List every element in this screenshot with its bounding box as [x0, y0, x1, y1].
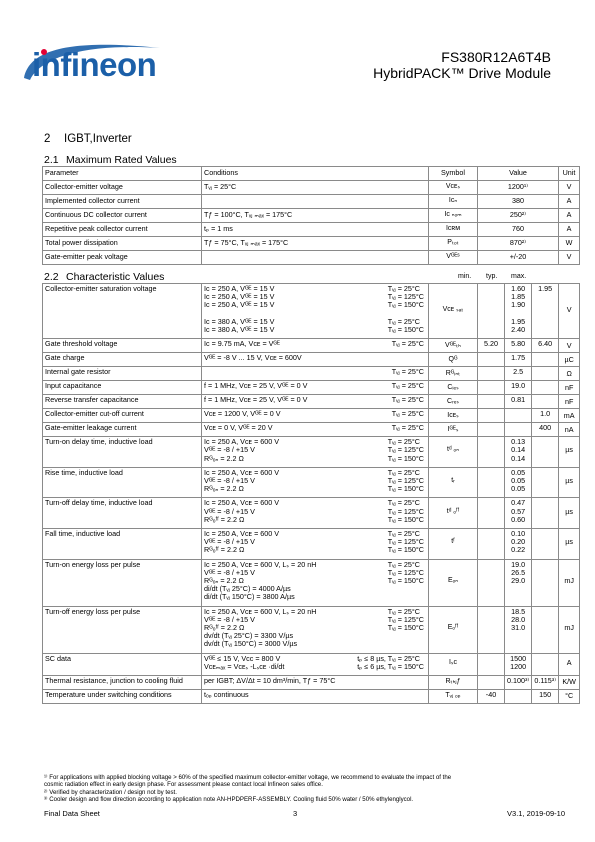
unit-cell: W	[559, 237, 580, 251]
param-cell: Continuous DC collector current	[43, 209, 202, 223]
max-cell	[532, 498, 559, 529]
max-cell	[532, 395, 559, 409]
table-row	[43, 367, 580, 381]
unit-cell: µs	[559, 467, 580, 498]
max-cell: 1.0	[532, 409, 559, 423]
condition-cell: Tᵥⱼ = 25°C	[202, 181, 429, 195]
table-row	[43, 676, 580, 690]
condition-cell	[202, 367, 429, 381]
min-cell	[478, 353, 505, 367]
max-cell	[532, 529, 559, 560]
param-cell: Input capacitance	[43, 381, 202, 395]
param-cell: Temperature under switching conditions	[43, 690, 202, 704]
condition-temperature: Tᵥⱼ = 25°C Tᵥⱼ = 125°C Tᵥⱼ = 150°C	[387, 498, 424, 524]
logo-wordmark: infineon	[32, 46, 157, 83]
symbol-cell: Iᴄᴇₛ	[429, 409, 478, 423]
condition-temperature: Tᵥⱼ = 25°C Tᵥⱼ = 125°C Tᵥⱼ = 150°C	[387, 437, 424, 463]
condition-cell	[202, 676, 429, 690]
unit-cell: V	[559, 251, 580, 265]
footer-left: Final Data Sheet	[44, 809, 100, 818]
symbol-cell: tᵣ	[429, 467, 478, 498]
min-cell	[478, 467, 505, 498]
param-cell: Turn-on delay time, inductive load	[43, 437, 202, 468]
unit-cell: A	[559, 209, 580, 223]
typ-cell: 0.100³⁾	[505, 676, 532, 690]
unit-cell: A	[559, 653, 580, 675]
condition-cell	[202, 381, 429, 395]
param-cell: Fall time, inductive load	[43, 529, 202, 560]
param-cell: Gate threshold voltage	[43, 339, 202, 353]
min-cell	[478, 498, 505, 529]
condition-text: tₒₚ continuous	[204, 690, 249, 700]
value-cell: 250²⁾	[478, 209, 559, 223]
max-cell: 1.95	[532, 284, 559, 339]
typ-cell: 19.0 26.5 29.0	[505, 559, 532, 606]
symbol-cell: Cᵣₑₛ	[429, 395, 478, 409]
condition-text: Vᴄᴇ = 0 V, Vᴳᴱ = 20 V	[204, 423, 273, 433]
unit-cell: µC	[559, 353, 580, 367]
condition-text: Iᴄ = 250 A, Vᴄᴇ = 600 V Vᴳᴱ = -8 / +15 V Rᴳₒₙ = 2.2 Ω	[204, 437, 280, 463]
typ-cell: 0.81	[505, 395, 532, 409]
condition-temperature: Tᵥⱼ = 25°C Tᵥⱼ = 125°C Tᵥⱼ = 150°C Tᵥⱼ = 25°C Tᵥⱼ = 150°C	[387, 284, 424, 335]
typ-header: typ.	[486, 273, 498, 280]
condition-temperature: Tᵥⱼ = 25°C	[391, 381, 424, 391]
symbol-cell: Iᴄʀᴍ	[429, 223, 478, 237]
table-row	[43, 423, 580, 437]
min-cell	[478, 653, 505, 675]
symbol-cell: Iᴄ ₙₒₘ	[429, 209, 478, 223]
typ-cell: 0.13 0.14 0.14	[505, 437, 532, 468]
value-cell: +/-20	[478, 251, 559, 265]
condition-cell	[202, 529, 429, 560]
symbol-cell: tᵈ ₒᶠᶠ	[429, 498, 478, 529]
param-cell: Implemented collector current	[43, 195, 202, 209]
part-number: FS380R12A6T4B	[441, 49, 551, 65]
condition-temperature: tₚ ≤ 8 µs, Tᵥⱼ = 25°C tₚ ≤ 6 µs, Tᵥⱼ = 150°C	[357, 653, 424, 671]
typ-cell: 1.60 1.85 1.90 1.95 2.40	[505, 284, 532, 339]
symbol-cell: Tᵥⱼ ₒₚ	[429, 690, 478, 704]
symbol-cell: Vᴳᴱˢ	[429, 251, 478, 265]
min-cell	[478, 423, 505, 437]
symbol-cell: Pₜₒₜ	[429, 237, 478, 251]
table-row	[43, 181, 580, 195]
symbol-cell: Iᴳᴱₛ	[429, 423, 478, 437]
typ-cell	[505, 690, 532, 704]
min-cell	[478, 437, 505, 468]
unit-cell: V	[559, 339, 580, 353]
condition-temperature: Tᵥⱼ = 25°C Tᵥⱼ = 125°C Tᵥⱼ = 150°C	[387, 606, 424, 633]
max-cell: 400	[532, 423, 559, 437]
subsection-heading-max-rated: 2.1 Maximum Rated Values	[44, 154, 177, 166]
min-cell: -40	[478, 690, 505, 704]
param-cell: Reverse transfer capacitance	[43, 395, 202, 409]
symbol-cell: Rᴳᵢₙₜ	[429, 367, 478, 381]
footnotes	[44, 774, 544, 803]
subsection-heading-characteristic: 2.2 Characteristic Values	[44, 271, 165, 283]
condition-cell: tₚ = 1 ms	[202, 223, 429, 237]
condition-cell	[202, 251, 429, 265]
unit-cell: µs	[559, 437, 580, 468]
condition-text: Iᴄ = 250 A, Vᴄᴇ = 600 V Vᴳᴱ = -8 / +15 V Rᴳₒₙ = 2.2 Ω	[204, 467, 280, 494]
footer-version: V3.1, 2019-09-10	[507, 809, 565, 818]
typ-cell: 0.05 0.05 0.05	[505, 467, 532, 498]
condition-cell	[202, 195, 429, 209]
section-heading: 2 IGBT,Inverter	[44, 133, 132, 145]
condition-cell	[202, 498, 429, 529]
symbol-cell: Iᴄₙ	[429, 195, 478, 209]
condition-temperature: Tᵥⱼ = 25°C	[391, 423, 424, 433]
value-cell: 1200¹⁾	[478, 181, 559, 195]
param-cell: Turn-on energy loss per pulse	[43, 559, 202, 606]
unit-cell: mA	[559, 409, 580, 423]
max-cell	[532, 606, 559, 653]
table-row	[43, 381, 580, 395]
max-cell: 0.115³⁾	[532, 676, 559, 690]
condition-cell	[202, 467, 429, 498]
table-row	[43, 223, 580, 237]
table-row	[43, 195, 580, 209]
table-row	[43, 653, 580, 675]
max-cell	[532, 467, 559, 498]
min-cell	[478, 395, 505, 409]
condition-cell	[202, 409, 429, 423]
unit-cell: A	[559, 195, 580, 209]
param-cell: Rise time, inductive load	[43, 467, 202, 498]
condition-text: Iᴄ = 250 A, Vᴄᴇ = 600 V, Lₛ = 20 nH Vᴳᴱ = -8 / +15 V Rᴳₒᶠᶠ = 2.2 Ω dv/dt (Tᵥⱼ 25°C) = 3300 V/µs dv/dt (Tᵥⱼ 150°C) = 3000 V/µs	[204, 606, 317, 649]
condition-cell: Tƒ = 100°C, Tᵥⱼ ₘₐₓ = 175°C	[202, 209, 429, 223]
unit-cell: Ω	[559, 367, 580, 381]
condition-temperature: Tᵥⱼ = 25°C Tᵥⱼ = 125°C Tᵥⱼ = 150°C	[387, 529, 424, 555]
max-rated-values-table	[42, 166, 580, 265]
symbol-cell: Cᵢₑₛ	[429, 381, 478, 395]
unit-cell: °C	[559, 690, 580, 704]
symbol-cell: Eₒᶠᶠ	[429, 606, 478, 653]
table-row	[43, 339, 580, 353]
max-cell	[532, 367, 559, 381]
unit-cell: nF	[559, 381, 580, 395]
typ-cell: 0.10 0.20 0.22	[505, 529, 532, 560]
min-cell	[478, 409, 505, 423]
condition-cell	[202, 284, 429, 339]
table-row	[43, 409, 580, 423]
condition-text: Iᴄ = 250 A, Vᴄᴇ = 600 V Vᴳᴱ = -8 / +15 V Rᴳₒᶠᶠ = 2.2 Ω	[204, 529, 280, 555]
max-cell	[532, 381, 559, 395]
unit-cell: mJ	[559, 559, 580, 606]
unit-cell: V	[559, 181, 580, 195]
symbol-cell: Iₛᴄ	[429, 653, 478, 675]
condition-temperature: Tᵥⱼ = 25°C	[391, 395, 424, 405]
param-cell: Collector-emitter cut-off current	[43, 409, 202, 423]
unit-cell: K/W	[559, 676, 580, 690]
symbol-cell: Vᴳᴱₜₕ	[429, 339, 478, 353]
condition-text: Vᴳᴱ = -8 V ... 15 V, Vᴄᴇ = 600V	[204, 353, 302, 363]
typ-cell	[505, 423, 532, 437]
condition-cell: Tƒ = 75°C, Tᵥⱼ ₘₐₓ = 175°C	[202, 237, 429, 251]
table-row	[43, 284, 580, 339]
symbol-cell: tᶠ	[429, 529, 478, 560]
typ-cell: 2.5	[505, 367, 532, 381]
unit-cell: nA	[559, 423, 580, 437]
infineon-logo	[20, 38, 170, 90]
table-row	[43, 251, 580, 265]
condition-temperature: Tᵥⱼ = 25°C	[391, 367, 424, 377]
table-row	[43, 353, 580, 367]
param-cell: Gate-emitter leakage current	[43, 423, 202, 437]
table-row	[43, 690, 580, 704]
condition-cell	[202, 339, 429, 353]
condition-text: Vᴄᴇ = 1200 V, Vᴳᴱ = 0 V	[204, 409, 281, 419]
param-cell: Internal gate resistor	[43, 367, 202, 381]
typ-cell: 5.80	[505, 339, 532, 353]
value-cell: 380	[478, 195, 559, 209]
min-header: min.	[458, 273, 472, 280]
symbol-cell: Rₜₕⱼƒ	[429, 676, 478, 690]
condition-cell	[202, 437, 429, 468]
unit-cell: µs	[559, 529, 580, 560]
max-header: max.	[511, 273, 527, 280]
condition-text: Iᴄ = 250 A, Vᴄᴇ = 600 V, Lₛ = 20 nH Vᴳᴱ = -8 / +15 V Rᴳₒₙ = 2.2 Ω di/dt (Tᵥⱼ 25°C) = 4000 A/µs di/dt (Tᵥⱼ 150°C) = 3800 A/µs	[204, 559, 317, 602]
param-cell: Turn-off delay time, inductive load	[43, 498, 202, 529]
unit-cell: nF	[559, 395, 580, 409]
condition-text: Iᴄ = 9.75 mA, Vᴄᴇ = Vᴳᴱ	[204, 339, 280, 349]
value-cell: 760	[478, 223, 559, 237]
product-title: HybridPACK™ Drive Module	[373, 65, 551, 81]
symbol-cell: Eₒₙ	[429, 559, 478, 606]
condition-text: f = 1 MHz, Vᴄᴇ = 25 V, Vᴳᴱ = 0 V	[204, 395, 308, 405]
min-cell	[478, 606, 505, 653]
min-cell	[478, 529, 505, 560]
min-cell	[478, 284, 505, 339]
param-cell: Turn-off energy loss per pulse	[43, 606, 202, 653]
min-cell	[478, 559, 505, 606]
param-cell: Thermal resistance, junction to cooling fluid	[43, 676, 202, 690]
condition-cell	[202, 606, 429, 653]
symbol-cell: Vᴄᴇ ₛₐₜ	[429, 284, 478, 339]
symbol-cell: tᵈ ₒₙ	[429, 437, 478, 468]
condition-temperature: Tᵥⱼ = 25°C	[391, 409, 424, 419]
max-cell: 150	[532, 690, 559, 704]
table-row	[43, 395, 580, 409]
condition-cell	[202, 690, 429, 704]
min-cell	[478, 676, 505, 690]
max-cell	[532, 653, 559, 675]
unit-cell: V	[559, 284, 580, 339]
value-cell: 870²⁾	[478, 237, 559, 251]
max-cell: 6.40	[532, 339, 559, 353]
footnote-2: ²⁾ Verified by characterization / design not by test.	[44, 788, 177, 796]
condition-text: Vᴳᴱ ≤ 15 V, Vᴄᴄ = 800 V Vᴄᴇₘₐₓ = Vᴄᴇₛ -Lₛᴄᴇ ·di/dt	[204, 653, 285, 671]
condition-text: Iᴄ = 250 A, Vᴄᴇ = 600 V Vᴳᴱ = -8 / +15 V Rᴳₒᶠᶠ = 2.2 Ω	[204, 498, 280, 524]
condition-cell	[202, 559, 429, 606]
condition-text: Iᴄ = 250 A, Vᴳᴱ = 15 V Iᴄ = 250 A, Vᴳᴱ = 15 V Iᴄ = 250 A, Vᴳᴱ = 15 V Iᴄ = 380 A, Vᴳᴱ = 15 V Iᴄ = 380 A, Vᴳᴱ = 15 V	[204, 284, 275, 335]
table-row	[43, 237, 580, 251]
unit-cell: µs	[559, 498, 580, 529]
condition-text: per IGBT; ΔV/Δt = 10 dm³/min, Tƒ = 75°C	[204, 676, 336, 686]
page-number: 3	[293, 809, 298, 818]
unit-cell: mJ	[559, 606, 580, 653]
table-row	[43, 209, 580, 223]
param-cell: Gate charge	[43, 353, 202, 367]
condition-cell	[202, 395, 429, 409]
typ-cell: 19.0	[505, 381, 532, 395]
typ-cell: 0.47 0.57 0.60	[505, 498, 532, 529]
footnote-1b: cosmic radiation effect in early design phase. For assessment please contact local Infineon sales office.	[44, 781, 323, 789]
table-row	[43, 437, 580, 468]
symbol-cell: Vᴄᴇₛ	[429, 181, 478, 195]
table-row	[43, 559, 580, 606]
table-header-row: Parameter Conditions Symbol Value Unit	[43, 167, 580, 181]
table-row	[43, 529, 580, 560]
min-cell	[478, 367, 505, 381]
condition-cell	[202, 423, 429, 437]
param-cell: Total power dissipation	[43, 237, 202, 251]
typ-cell: 1.75	[505, 353, 532, 367]
document-header	[373, 49, 551, 82]
characteristic-values-table	[42, 283, 580, 704]
typ-cell	[505, 409, 532, 423]
symbol-cell: Qᴳ	[429, 353, 478, 367]
min-cell: 5.20	[478, 339, 505, 353]
footnote-3: ³⁾ Cooler design and flow direction according to application note AN-HPDPERF-ASSEMBLY. Cooling fluid 50% water / 50% ethylenglycol.	[44, 795, 414, 803]
typ-cell: 18.5 28.0 31.0	[505, 606, 532, 653]
condition-cell	[202, 353, 429, 367]
param-cell: Collector-emitter voltage	[43, 181, 202, 195]
condition-temperature: Tᵥⱼ = 25°C	[391, 339, 424, 349]
param-cell: Repetitive peak collector current	[43, 223, 202, 237]
condition-temperature: Tᵥⱼ = 25°C Tᵥⱼ = 125°C Tᵥⱼ = 150°C	[387, 559, 424, 586]
table-row	[43, 606, 580, 653]
condition-cell	[202, 653, 429, 675]
min-cell	[478, 381, 505, 395]
param-cell: Collector-emitter saturation voltage	[43, 284, 202, 339]
footnote-1a: ¹⁾ For applications with applied blocking voltage > 60% of the specified maximum collector-emitter voltage, we recommend to evaluate the impact of the	[44, 774, 452, 781]
param-cell: Gate-emitter peak voltage	[43, 251, 202, 265]
unit-cell: A	[559, 223, 580, 237]
max-cell	[532, 437, 559, 468]
param-cell: SC data	[43, 653, 202, 675]
typ-cell: 1500 1200	[505, 653, 532, 675]
max-cell	[532, 353, 559, 367]
condition-temperature: Tᵥⱼ = 25°C Tᵥⱼ = 125°C Tᵥⱼ = 150°C	[387, 467, 424, 494]
table-row	[43, 467, 580, 498]
condition-text: f = 1 MHz, Vᴄᴇ = 25 V, Vᴳᴱ = 0 V	[204, 381, 308, 391]
max-cell	[532, 559, 559, 606]
table-row	[43, 498, 580, 529]
